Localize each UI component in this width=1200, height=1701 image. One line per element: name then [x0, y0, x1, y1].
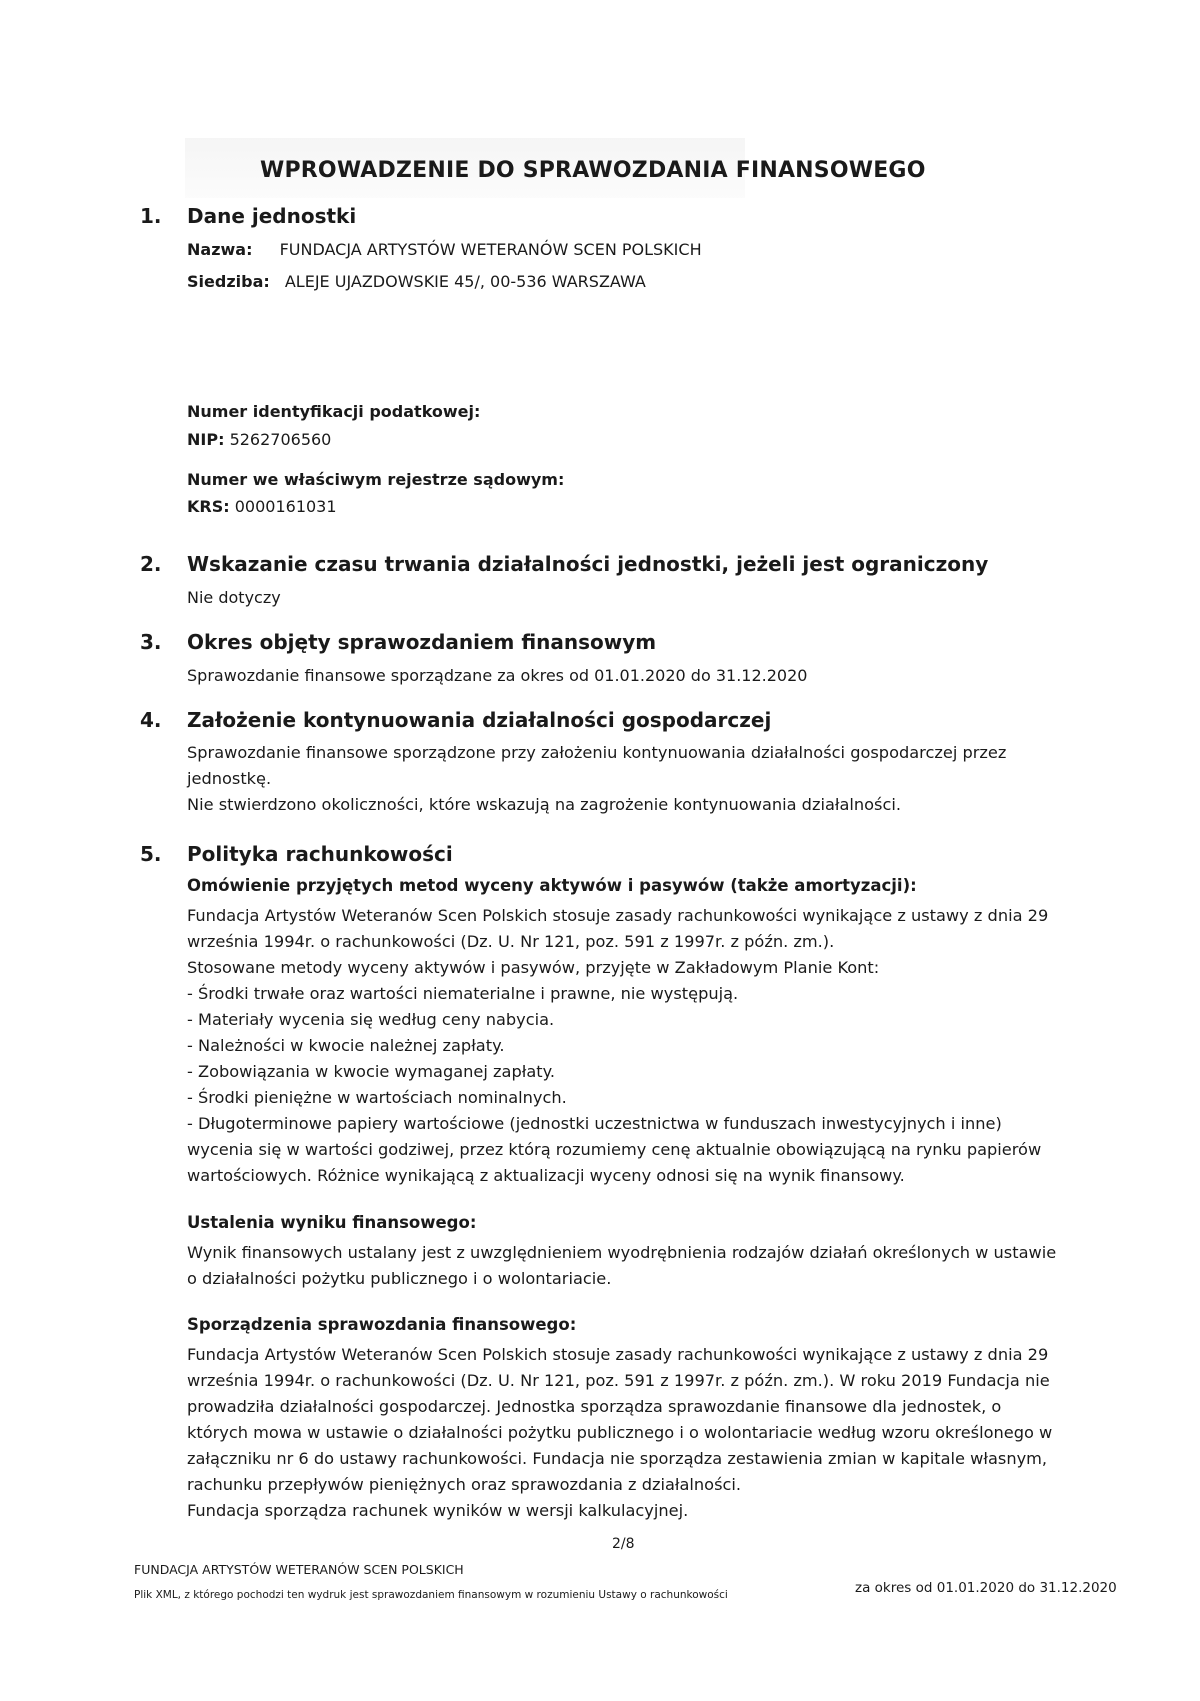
text-line: wartościowych. Różnice wynikającą z aktualizacji wyceny odnosi się na wynik finansowy.: [187, 1166, 905, 1185]
footer-organization: FUNDACJA ARTYSTÓW WETERANÓW SCEN POLSKICH: [134, 1562, 464, 1577]
section-3-text: Sprawozdanie finansowe sporządzane za okres od 01.01.2020 do 31.12.2020: [187, 666, 808, 685]
text-line: Fundacja sporządza rachunek wyników w wersji kalkulacyjnej.: [187, 1501, 689, 1520]
methods-heading: Omówienie przyjętych metod wyceny aktywów i pasywów (także amortyzacji):: [187, 876, 917, 895]
text-line: rachunku przepływów pieniężnych oraz sprawozdania z działalności.: [187, 1475, 742, 1494]
name-row: [187, 240, 702, 259]
text-line: Sprawozdanie finansowe sporządzone przy założeniu kontynuowania działalności gospodarczej przez: [187, 743, 1007, 762]
footer-period: za okres od 01.01.2020 do 31.12.2020: [855, 1580, 1117, 1596]
name-value: FUNDACJA ARTYSTÓW WETERANÓW SCEN POLSKICH: [279, 240, 702, 259]
section-heading: Polityka rachunkowości: [187, 842, 453, 866]
section-number: 1.: [140, 204, 162, 228]
section-heading: Okres objęty sprawozdaniem finansowym: [187, 630, 657, 654]
list-item: - Zobowiązania w kwocie wymaganej zapłaty.: [187, 1062, 555, 1081]
list-item: - Środki pieniężne w wartościach nominalnych.: [187, 1088, 567, 1107]
list-item: - Należności w kwocie należnej zapłaty.: [187, 1036, 505, 1055]
text-line: prowadziła działalności gospodarczej. Jednostka sporządza sprawozdanie finansowe dla jednostek, o: [187, 1397, 1002, 1416]
section-number: 4.: [140, 708, 162, 732]
nip-row: [187, 430, 331, 449]
text-line: załączniku nr 6 do ustawy rachunkowości. Fundacja nie sporządza zestawienia zmian w kapitale własnym,: [187, 1449, 1048, 1468]
list-item: - Długoterminowe papiery wartościowe (jednostki uczestnictwa w funduszach inwestycyjnych i inne): [187, 1114, 1002, 1133]
seat-value: ALEJE UJAZDOWSKIE 45/, 00-536 WARSZAWA: [284, 272, 646, 291]
section-4-body: [187, 740, 1107, 818]
result-body: [187, 1240, 1107, 1292]
footer-note: Plik XML, z którego pochodzi ten wydruk jest sprawozdaniem finansowym w rozumieniu Ustawy o rachunkowości: [134, 1589, 728, 1601]
methods-body: [187, 903, 1107, 1189]
seat-row: [187, 272, 646, 291]
list-item: - Środki trwałe oraz wartości niematerialne i prawne, nie występują.: [187, 984, 739, 1003]
section-number: 2.: [140, 552, 162, 576]
list-item: - Materiały wycenia się według ceny nabycia.: [187, 1010, 555, 1029]
text-line: września 1994r. o rachunkowości (Dz. U. Nr 121, poz. 591 z 1997r. z późn. zm.). W roku 2019 Fundacja nie: [187, 1371, 1050, 1390]
page-number: 2/8: [612, 1536, 635, 1552]
text-line: września 1994r. o rachunkowości (Dz. U. Nr 121, poz. 591 z 1997r. z późn. zm.).: [187, 932, 835, 951]
krs-label: KRS:: [187, 497, 230, 516]
nip-value: 5262706560: [229, 430, 332, 449]
nip-label: NIP:: [187, 430, 225, 449]
name-label: Nazwa:: [187, 240, 253, 259]
text-line: o działalności pożytku publicznego i o wolontariacie.: [187, 1269, 612, 1288]
text-line: jednostkę.: [187, 769, 272, 788]
text-line: Stosowane metody wyceny aktywów i pasywów, przyjęte w Zakładowym Planie Kont:: [187, 958, 880, 977]
text-line: Fundacja Artystów Weteranów Scen Polskich stosuje zasady rachunkowości wynikające z ustawy z dnia 29: [187, 1345, 1049, 1364]
text-line: których mowa w ustawie o działalności pożytku publicznego i o wolontariacie według wzoru określonego w: [187, 1423, 1053, 1442]
result-heading: Ustalenia wyniku finansowego:: [187, 1213, 477, 1232]
register-heading: Numer we właściwym rejestrze sądowym:: [187, 470, 565, 489]
text-line: wycenia się w wartości godziwej, przez którą rozumiemy cenę aktualnie obowiązującą na rynku papierów: [187, 1140, 1042, 1159]
seat-label: Siedziba:: [187, 272, 270, 291]
tax-id-heading: Numer identyfikacji podatkowej:: [187, 402, 481, 421]
krs-row: [187, 497, 337, 516]
section-number: 5.: [140, 842, 162, 866]
prep-heading: Sporządzenia sprawozdania finansowego:: [187, 1315, 577, 1334]
text-line: Fundacja Artystów Weteranów Scen Polskich stosuje zasady rachunkowości wynikające z ustawy z dnia 29: [187, 906, 1049, 925]
section-heading: Założenie kontynuowania działalności gospodarczej: [187, 708, 772, 732]
section-2-text: Nie dotyczy: [187, 588, 281, 607]
text-line: Wynik finansowych ustalany jest z uwzględnieniem wyodrębnienia rodzajów działań określonych w ustawie: [187, 1243, 1057, 1262]
section-number: 3.: [140, 630, 162, 654]
section-heading: Dane jednostki: [187, 204, 357, 228]
prep-body: [187, 1342, 1107, 1524]
page-title: WPROWADZENIE DO SPRAWOZDANIA FINANSOWEGO: [260, 158, 926, 183]
section-heading: Wskazanie czasu trwania działalności jednostki, jeżeli jest ograniczony: [187, 552, 989, 576]
krs-value: 0000161031: [234, 497, 337, 516]
text-line: Nie stwierdzono okoliczności, które wskazują na zagrożenie kontynuowania działalności.: [187, 795, 902, 814]
